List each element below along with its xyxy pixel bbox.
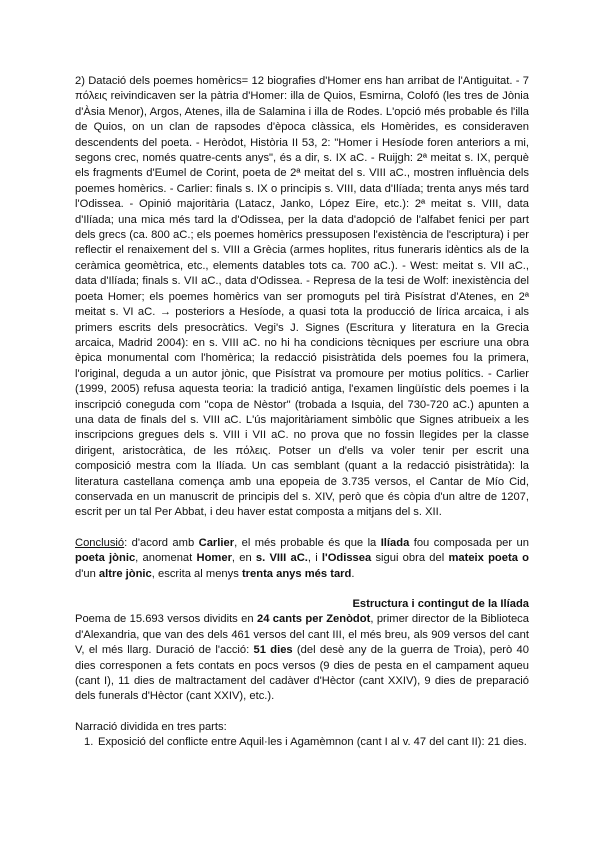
conclusion-paragraph: Conclusió: d'acord amb Carlier, el més probable és que la Ilíada fou composada per un poeta jònic, anomenat Homer, en s. VIII aC., i l'Odissea sigui obra del mateix poeta o d'un altre jònic, escrita al menys trenta anys més tard.: [75, 536, 529, 580]
section-heading: Estructura i contingut de la Ilíada: [352, 598, 529, 610]
structure-paragraph: Poema de 15.693 versos dividits en 24 cants per Zenòdot, primer director de la Biblioteca d'Alexandria, que van des dels 461 versos del cant III, el més breu, als 909 versos del cant V, el més llarg. Duració de l'acció: 51 dies (del desè any de la guerra de Troia), però 40 dies corresponen a fets contats en pocs versos (9 dies de pesta en el campament aqueu (cant I), 11 dies de maltractament del cadàver d'Hèctor (cant XXIV), 9 dies de preparació dels funerals d'Hèctor (cant XXIV), etc.).: [75, 613, 529, 703]
narration-list: [75, 735, 529, 750]
section-2-dating: 2) Datació dels poemes homèrics= 12 biografies d'Homer ens han arribat de l'Antiguitat. - 7 πόλεις reivindicaven ser la pàtria d'Homer: illa de Quios, Esmirna, Colofó (les tres de Jònia d'Àsia Menor), Argos, Atenes, illa de Salamina i illa de Rodes. L'opció més probable és l'illa de Quios, on un clan de rapsodes d'època clàssica, els Homèrides, es consideraven descendents del poeta. - Heròdot, Història II 53, 2: "Homer i Hesíode foren anteriors a mi, segons crec, només quatre-cents anys", és a dir, s. IX aC. - Ruijgh: 2ª meitat s. IX, perquè els fragments d'Eumel de Corint, poeta de 2ª meitat del s. VIII aC., mostren influència dels poemes homèrics. - Carlier: finals s. IX o principis s. VIII, data d'Ilíada; trenta anys més tard l'Odissea. - Opinió majoritària (Latacz, Janko, López Eire, etc.): 2ª meitat s. VIII, data d'Ilíada; una mica més tard la d'Odissea, per la data d'adopció de l'alfabet fenici per part dels grecs (ca. 800 aC.; els poemes homèrics pressuposen l'existència de l'escriptura) i per reflectir el renaixement del s. VIII a Grècia (armes hoplites, ritus funeraris idèntics als de la ceràmica geomètrica, etc., elements datables tots ca. 700 aC.). - West: meitat s. VII aC., data d'Ilíada; finals s. VII aC., data d'Odissea. - Represa de la tesi de Wolf: inexistència del poeta Homer; els poemes homèrics van ser promoguts pel tirà Pisístrat d'Atenes, en 2ª meitat s. VI aC. → posteriors a Hesíode, a quasi tota la producció de lírica arcaica, i als primers escrits dels presocràtics. Vegi's J. Signes (Escritura y literatura en la Grecia arcaica, Madrid 2004): en s. VIII aC. no hi ha condicions tècniques per escriure una obra èpica monumental com l'homèrica; la redacció pisistràtida dels poemes fou la primera, l'original, deguda a un autor jònic, que Pisístrat va promoure per motius polítics. - Carlier (1999, 2005) refusa aquesta teoria: la tradició antiga, l'examen lingüístic dels poemes i la inscripció coneguda com "copa de Nèstor" (trobada a Isquia, del 730-720 aC.) apunten a una data de finals del s. VIII aC. L'ús majoritàriament simbòlic que Signes atribueix a les inscripcions gregues dels s. VIII i VII aC. no prova que no fossin llegides per la classe dirigent, aristocràtica, de les πόλεις. Potser un d'ells va voler tenir per escrit una composició mestra com la Ilíada. Un cas semblant (quant a la redacció pisistràtida): la literatura castellana comença amb una epopeia de 3.735 versos, el Cantar de Mío Cid, conservada en un manuscrit de principis del s. XIV, però que és còpia d'un altre de 1207, escrit per un tal Per Abbat, i deu haver estat composta a mitjans del s. XII.: [75, 75, 529, 519]
narration-intro: Narració dividida en tres parts:: [75, 720, 227, 733]
document-page: [75, 74, 529, 751]
conclusion-label: Conclusió: [75, 536, 125, 549]
list-item: 1. Exposició del conflicte entre Aquil·les i Agamèmnon (cant I al v. 47 del cant II): 21 dies.: [84, 736, 527, 749]
